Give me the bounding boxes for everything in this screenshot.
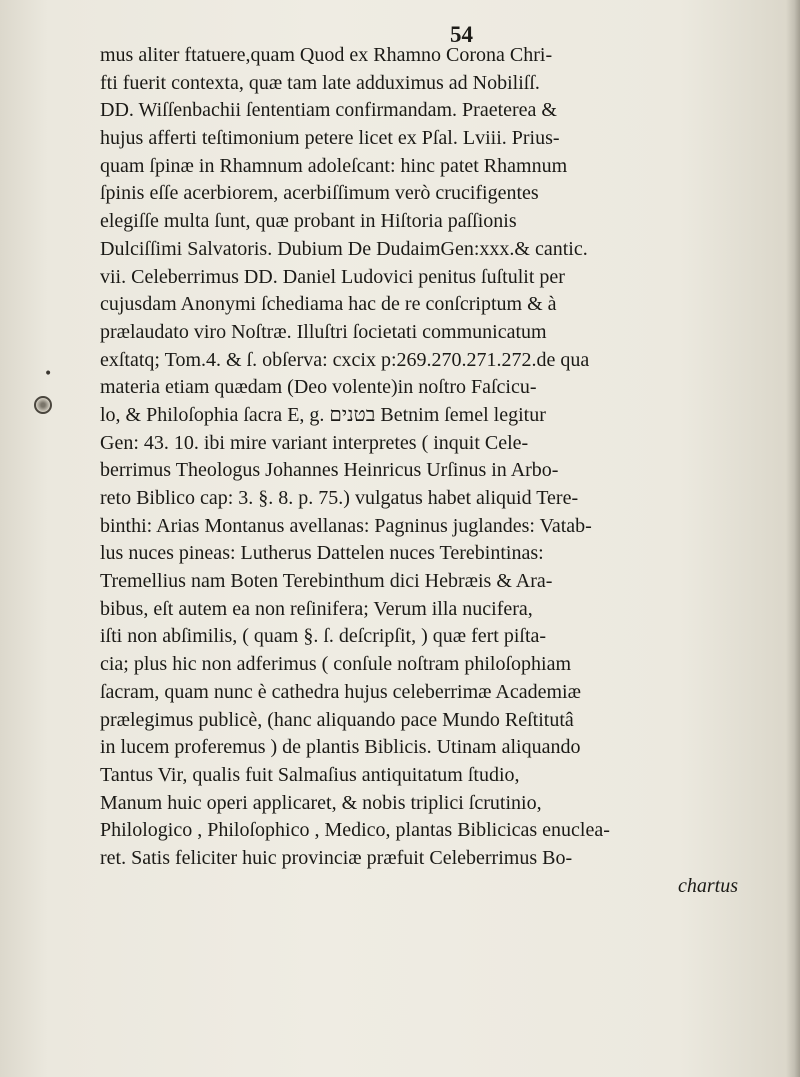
- page-edge-shadow: [786, 0, 800, 1077]
- text-line: iſti non abſimilis, ( quam §. ſ. deſcripſit, ) quæ fert piſta-: [100, 625, 547, 648]
- text-line: cujusdam Anonymi ſchediama hac de re conſcriptum & à: [100, 293, 557, 316]
- text-line: elegiſſe multa ſunt, quæ probant in Hiſtoria paſſionis: [100, 210, 517, 233]
- text-line: quam ſpinæ in Rhamnum adoleſcant: hinc patet Rhamnum: [100, 154, 568, 177]
- text-line: fti fuerit contexta, quæ tam late adduximus ad Nobiliſſ.: [100, 71, 540, 94]
- text-line: Tremellius nam Boten Terebinthum dici Hebræis & Ara-: [100, 570, 553, 593]
- text-line: exſtatq; Tom.4. & ſ. obſerva: cxcix p:269.270.271.272.de qua: [100, 348, 590, 371]
- text-line: ret. Satis feliciter huic provinciæ præfuit Celeberrimus Bo-: [100, 846, 573, 869]
- text-line: reto Biblico cap: 3. §. 8. p. 75.) vulgatus habet aliquid Tere-: [100, 487, 579, 509]
- text-line: ſacram, quam nunc è cathedra hujus celeberrimæ Academiæ: [100, 680, 581, 703]
- margin-hole-mark: [34, 396, 52, 414]
- catchword: chartus: [678, 874, 738, 897]
- body-text: [88, 42, 788, 900]
- text-line: Manum huic operi applicaret, & nobis triplici ſcrutinio,: [100, 791, 542, 814]
- text-line: prælegimus publicè, (hanc aliquando pace Mundo Reſtitutâ: [100, 708, 574, 731]
- text-line: Tantus Vir, qualis fuit Salmaſius antiquitatum ſtudio,: [100, 763, 520, 786]
- page-number: 54: [450, 22, 473, 47]
- text-line: bibus, eſt autem ea non reſinifera; Verum illa nucifera,: [100, 597, 533, 620]
- text-line: lus nuces pineas: Lutherus Dattelen nuces Terebintinas:: [100, 542, 544, 565]
- text-line: materia etiam quædam (Deo volente)in noſtro Faſcicu-: [100, 376, 537, 399]
- text-line: ſpinis eſſe acerbiorem, acerbiſſimum verò crucifigentes: [100, 182, 539, 205]
- text-line: prælaudato viro Noſtræ. Illuſtri ſocietati communicatum: [100, 320, 547, 343]
- text-line: cia; plus hic non adferimus ( conſule noſtram philoſophiam: [100, 653, 572, 676]
- text-line: binthi: Arias Montanus avellanas: Pagninus juglandes: Vatab-: [100, 514, 592, 537]
- text-line: mus aliter ftatuere,quam Quod ex Rhamno Corona Chri-: [100, 44, 553, 66]
- text-line: hujus afferti teſtimonium petere licet ex Pſal. Lviii. Prius-: [100, 127, 560, 150]
- text-line: berrimus Theologus Johannes Heinricus Urſinus in Arbo-: [100, 459, 559, 482]
- text-line: vii. Celeberrimus DD. Daniel Ludovici penitus ſuſtulit per: [100, 265, 565, 288]
- text-line: Gen: 43. 10. ibi mire variant interpretes ( inquit Cele-: [100, 431, 529, 454]
- text-line: in lucem proferemus ) de plantis Biblicis. Utinam aliquando: [100, 736, 581, 759]
- text-line: DD. Wiſſenbachii ſententiam confirmandam. Praeterea &: [100, 99, 557, 122]
- text-line: Philologico , Philoſophico , Medico, plantas Biblicicas enuclea-: [100, 819, 610, 842]
- text-line: Dulciſſimi Salvatoris. Dubium De DudaimGen:xxx.& cantic.: [100, 237, 588, 260]
- margin-tick-mark: •: [44, 366, 53, 382]
- text-line: lo, & Philoſophia ſacra E, g. בטנים Betnim ſemel legitur: [100, 403, 546, 426]
